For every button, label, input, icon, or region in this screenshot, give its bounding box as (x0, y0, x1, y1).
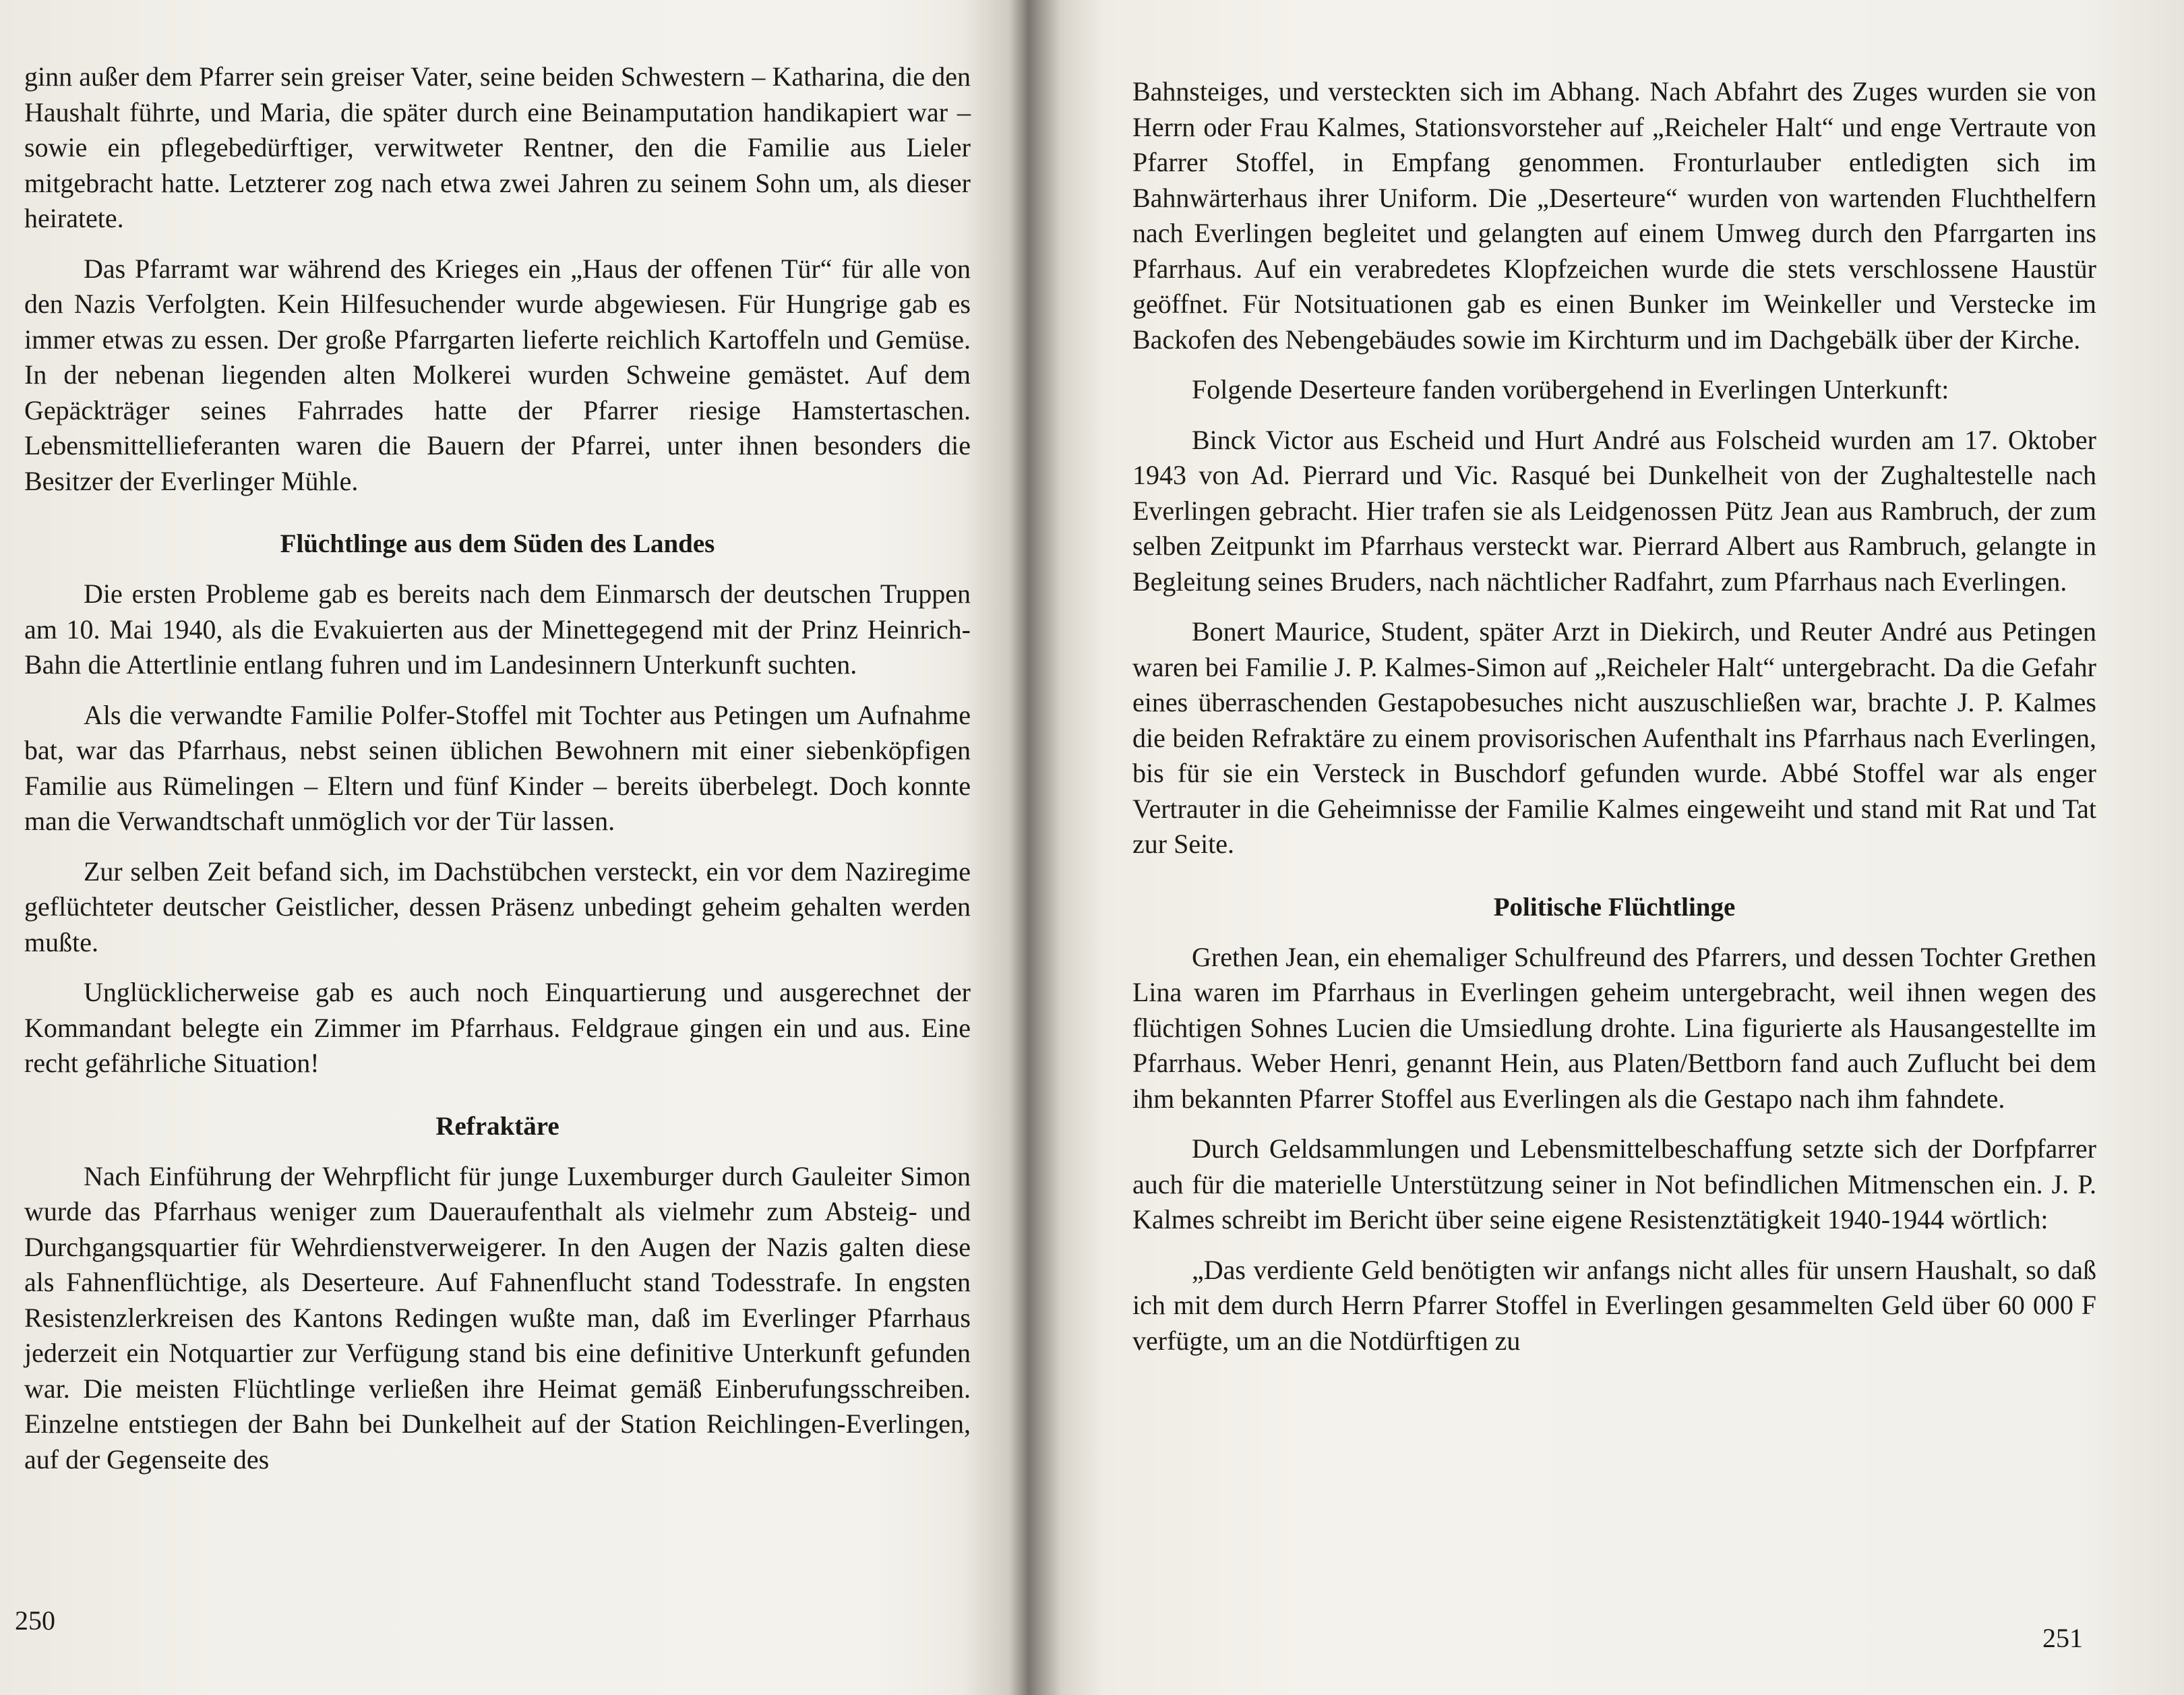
page-number: 250 (15, 1605, 55, 1636)
paragraph: Durch Geldsammlungen und Lebensmittelbeschaffung setzte sich der Dorfpfarrer auch für die materielle Unterstützung seiner in Not befindlichen Mitmenschen ein. J. P. Kalmes schreibt im Bericht über seine eigene Resistenztätigkeit 1940-1944 wörtlich: (1132, 1133, 2096, 1235)
page-number: 251 (2042, 1623, 2083, 1653)
paragraph: Folgende Deserteure fanden vorübergehend in Everlingen Unterkunft: (1192, 374, 1949, 405)
paragraph: Grethen Jean, ein ehemaliger Schulfreund des Pfarrers, und dessen Tochter Grethen Lina waren im Pfarrhaus in Everlingen geheim untergebracht, weil ihnen wegen des flüchtigen Sohnes Lucien die Umsiedlung drohte. Lina figurierte als Hausangestellte im Pfarrhaus. Weber Henri, genannt Hein, aus Platen/Bettborn fand auch Zuflucht bei dem ihm bekannten Pfarrer Stoffel aus Everlingen als die Gestapo nach ihm fahndete. (1132, 941, 2096, 1114)
paragraph: Bahnsteiges, und versteckten sich im Abhang. Nach Abfahrt des Zuges wurden sie von Herrn oder Frau Kalmes, Stationsvorsteher auf „Reicheler Halt“ und enge Vertraute von Pfarrer Stoffel, in Empfang genommen. Fronturlauber entledigten sich im Bahnwärterhaus ihrer Uniform. Die „Deserteure“ wurden von wartenden Fluchthelfern nach Everlingen begleitet und gelangten auf einem Umweg durch den Pfarrgarten ins Pfarrhaus. Auf ein verabredetes Klopfzeichen wurde die stets verschlossene Haustür geöffnet. Für Notsituationen gab es einen Bunker im Weinkeller und Verstecke im Backofen des Nebengebäudes sowie im Kirchturm und im Dachgebälk über der Kirche. (1132, 76, 2096, 355)
section-heading: Refraktäre (435, 1111, 559, 1141)
paragraph: Nach Einführung der Wehrpflicht für junge Luxemburger durch Gauleiter Simon wurde das Pfarrhaus weniger zum Daueraufenthalt als vielmehr zum Absteig- und Durchgangsquartier für Wehrdienstverweigerer. In den Augen der Nazis galten diese als Fahnenflüchtige, als Deserteure. Auf Fahnenflucht stand Todesstrafe. In engsten Resistenzlerkreisen des Kantons Redingen wußte man, daß im Everlinger Pfarrhaus jederzeit ein Notquartier zur Verfügung stand bis eine definitive Unterkunft gefunden war. Die meisten Flüchtlinge verließen ihre Heimat gemäß Einberufungsschreiben. Einzelne entstiegen der Bahn bei Dunkelheit auf der Station Reichlingen-Everlingen, auf der Gegenseite des (24, 1160, 971, 1475)
right-page (1045, 0, 2184, 1695)
paragraph: Das Pfarramt war während des Krieges ein „Haus der offenen Tür“ für alle von den Nazis Verfolgten. Kein Hilfesuchender wurde abgewiesen. Für Hungrige gab es immer etwas zu essen. Der große Pfarrgarten lieferte reichlich Kartoffeln und Gemüse. In der nebenan liegenden alten Molkerei wurden Schweine gemästet. Auf dem Gepäckträger seines Fahrrades hatte der Pfarrer riesige Hamstertaschen. Lebensmittellieferanten waren die Bauern der Pfarrei, unter ihnen besonders die Besitzer der Everlinger Mühle. (24, 253, 971, 496)
paragraph: ginn außer dem Pfarrer sein greiser Vater, seine beiden Schwestern – Katharina, die den Haushalt führte, und Maria, die später durch eine Beinamputation handikapiert war – sowie ein pflegebedürftiger, verwitweter Rentner, den die Familie aus Lieler mitgebracht hatte. Letzterer zog nach etwa zwei Jahren zu seinem Sohn um, als dieser heiratete. (24, 61, 971, 233)
paragraph: Die ersten Probleme gab es bereits nach dem Einmarsch der deutschen Truppen am 10. Mai 1940, als die Evakuierten aus der Minettegegend mit der Prinz Heinrich-Bahn die Attertlinie entlang fuhren und im Landesinnern Unterkunft suchten. (24, 578, 971, 680)
paragraph: Unglücklicherweise gab es auch noch Einquartierung und ausgerechnet der Kommandant belegte ein Zimmer im Pfarrhaus. Feldgraue gingen ein und aus. Eine recht gefährliche Situation! (24, 977, 971, 1078)
paragraph: Bonert Maurice, Student, später Arzt in Diekirch, und Reuter André aus Petingen waren bei Familie J. P. Kalmes-Simon auf „Reicheler Halt“ untergebracht. Da die Gefahr eines überraschenden Gestapobesuches nicht auszuschließen war, brachte J. P. Kalmes die beiden Refraktäre zu einem provisorischen Aufenthalt ins Pfarrhaus nach Everlingen, bis für sie ein Versteck in Buschdorf gefunden wurde. Abbé Stoffel war als enger Vertrauter in die Geheimnisse der Familie Kalmes eingeweiht und stand mit Rat und Tat zur Seite. (1132, 616, 2096, 859)
section-heading: Politische Flüchtlinge (1493, 892, 1736, 922)
paragraph: Als die verwandte Familie Polfer-Stoffel mit Tochter aus Petingen um Aufnahme bat, war das Pfarrhaus, nebst seinen üblichen Bewohnern mit einer siebenköpfigen Familie aus Rümelingen – Eltern und fünf Kinder – bereits überbelegt. Doch konnte man die Verwandtschaft unmöglich vor der Tür lassen. (24, 699, 971, 836)
paragraph: Binck Victor aus Escheid und Hurt André aus Folscheid wurden am 17. Oktober 1943 von Ad. Pierrard und Vic. Rasqué bei Dunkelheit von der Zughaltestelle nach Everlingen gebracht. Hier trafen sie als Leidgenossen Pütz Jean aus Rambruch, der zum selben Zeitpunkt im Pfarrhaus versteckt war. Pierrard Albert aus Rambruch, gelangte in Begleitung seines Bruders, nach nächtlicher Radfahrt, zum Pfarrhaus nach Everlingen. (1132, 424, 2096, 597)
paragraph: „Das verdiente Geld benötigten wir anfangs nicht alles für unsern Haushalt, so daß ich mit dem durch Herrn Pfarrer Stoffel in Everlingen gesammelten Geld über 60 000 F verfügte, um an die Notdürftigen zu (1132, 1254, 2096, 1356)
section-heading: Flüchtlinge aus dem Süden des Landes (280, 529, 715, 558)
left-page (0, 0, 1011, 1695)
paragraph: Zur selben Zeit befand sich, im Dachstübchen versteckt, ein vor dem Naziregime geflüchteter deutscher Geistlicher, dessen Präsenz unbedingt geheim gehalten werden mußte. (24, 856, 971, 957)
